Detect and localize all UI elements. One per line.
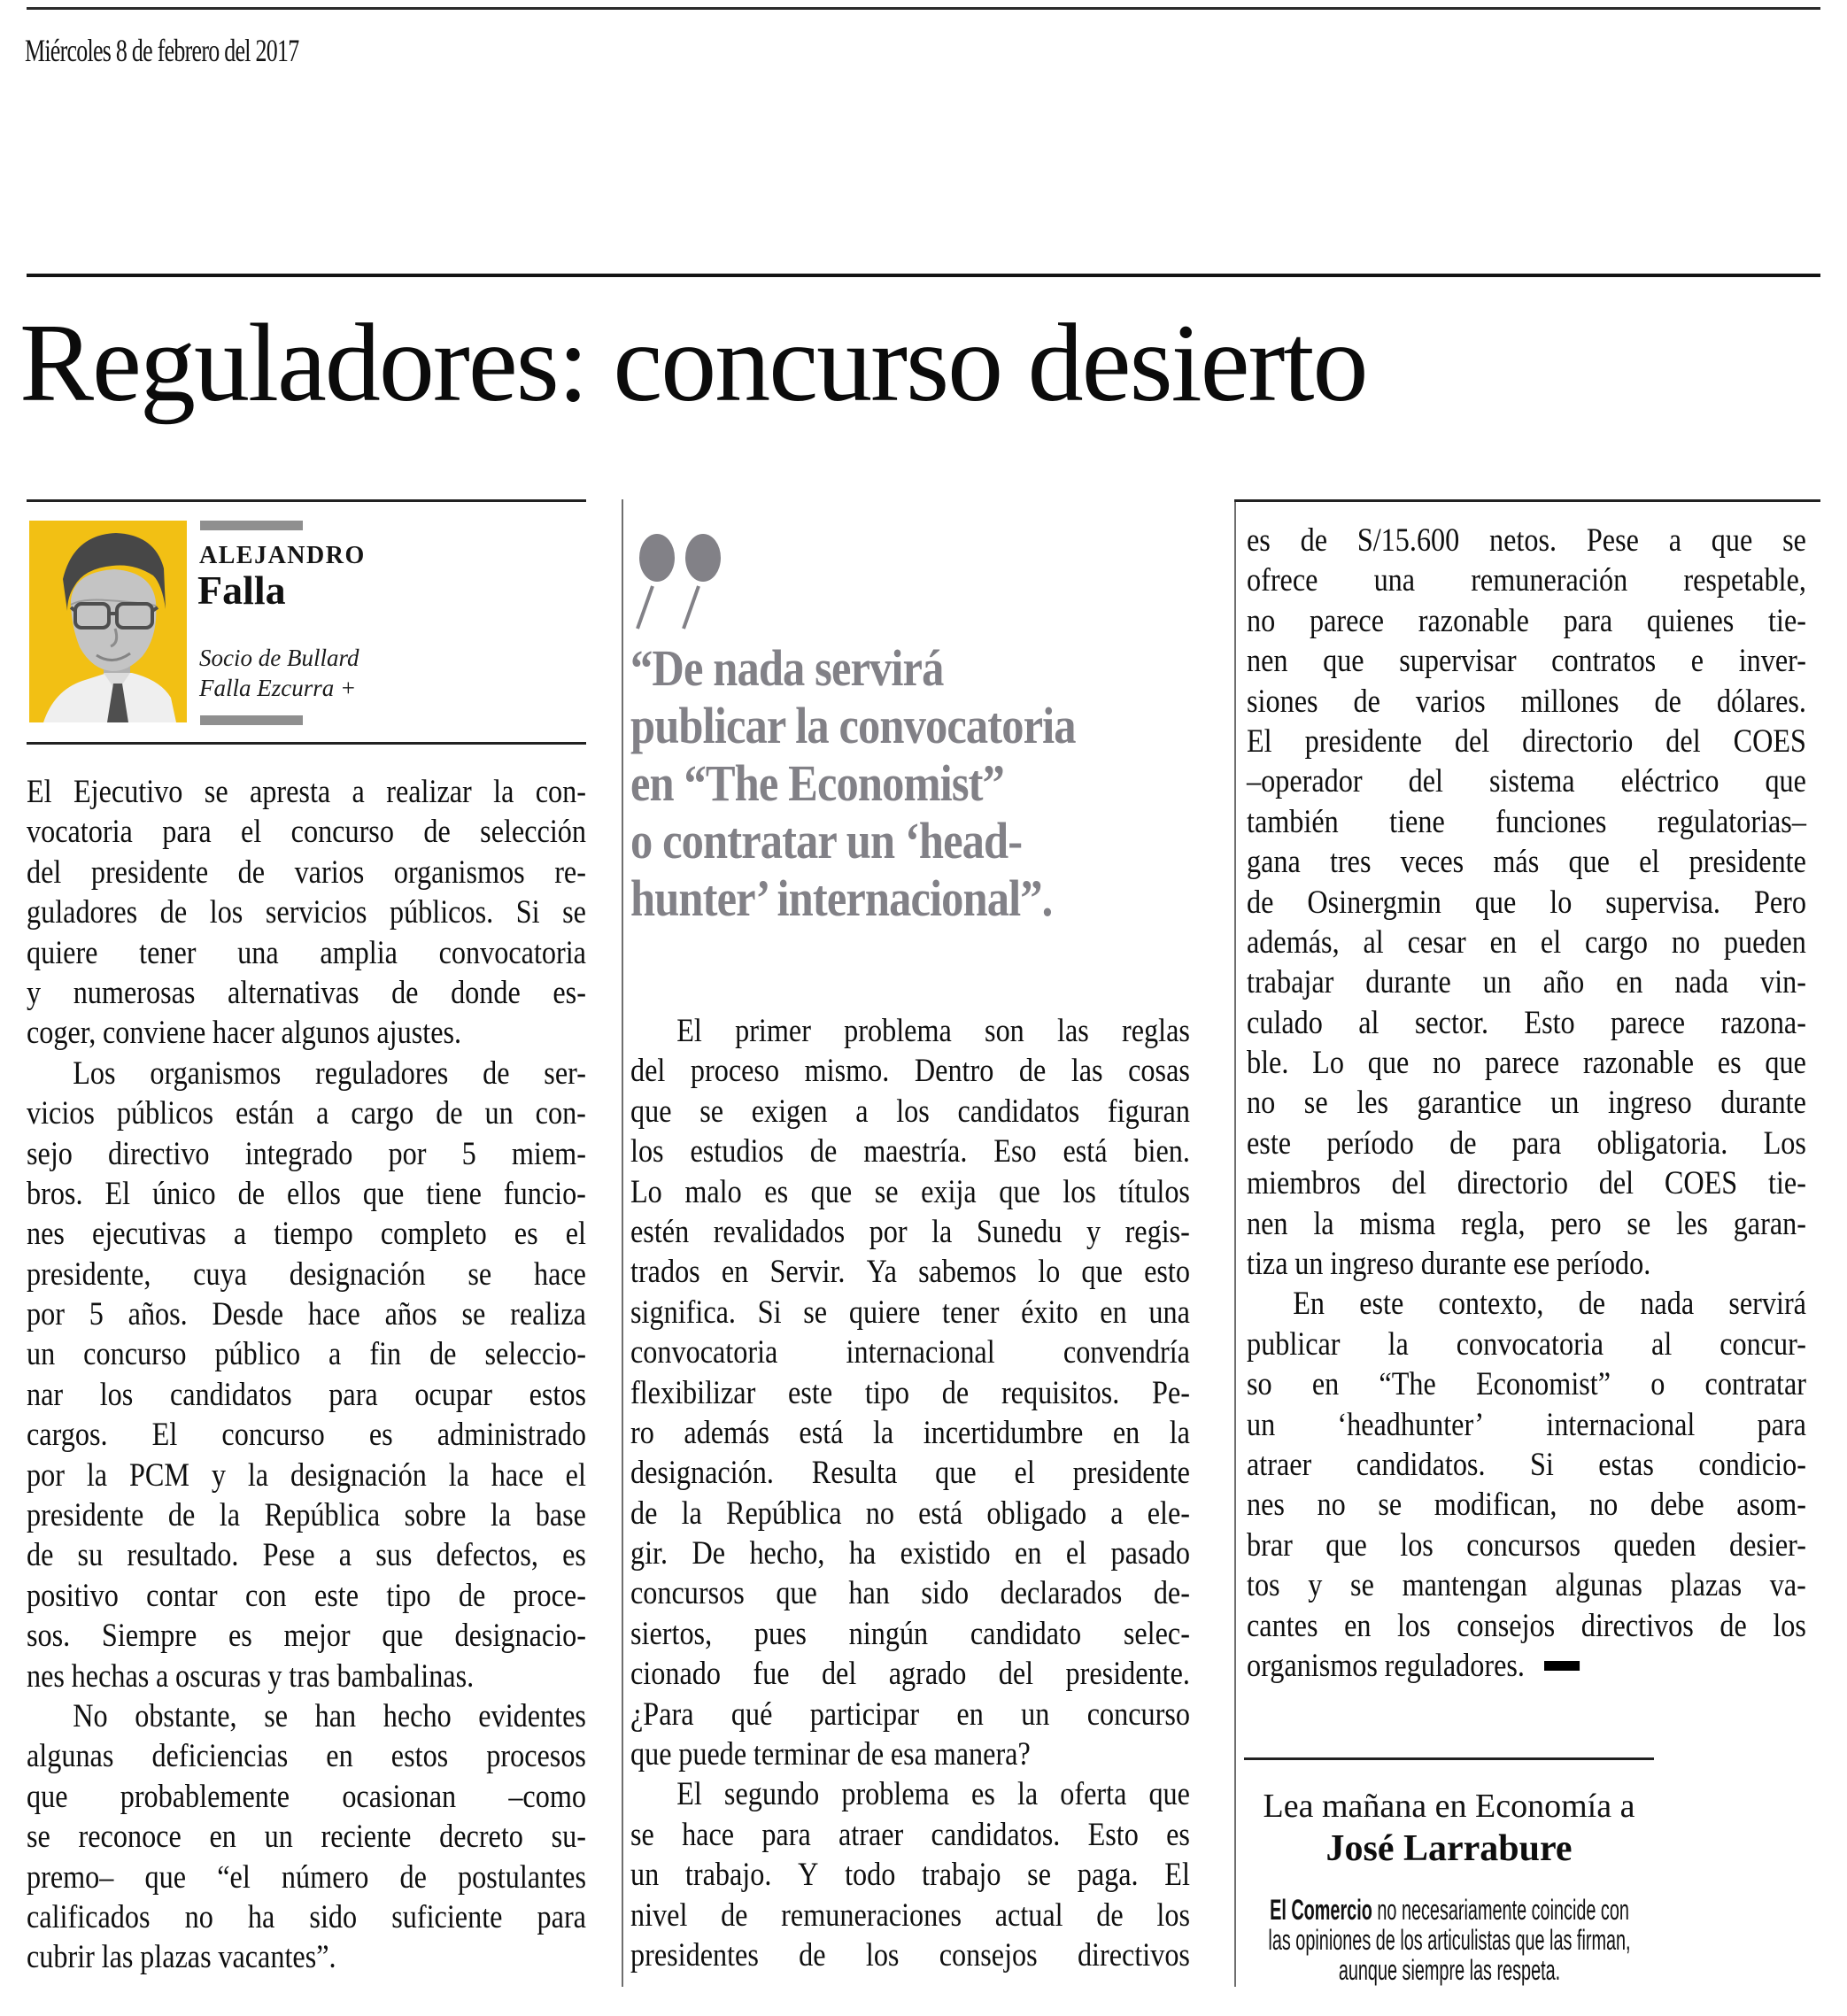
text-line: un trabajo. Y todo trabajo se paga. El (630, 1857, 1190, 1894)
text-line: este período de para obligatoria. Los (1247, 1124, 1806, 1162)
footer-disclaimer (1244, 1895, 1656, 1985)
text-line: por la PCM y la designación la hace el (27, 1456, 586, 1494)
text-line: presidentes de los consejos directivos (630, 1936, 1190, 1974)
text-line: coger, conviene hacer algunos ajustes. (27, 1015, 462, 1052)
text-line: nivel de remuneraciones actual de los (630, 1896, 1190, 1934)
masthead-date: Miércoles 8 de febrero del 2017 (25, 33, 299, 68)
text-line: un concurso público a fin de seleccio- (27, 1336, 586, 1373)
pull-quote-line: publicar la convocatoria (630, 697, 1076, 754)
text-line: presidente, cuya designación se hace (27, 1255, 586, 1293)
text-line: un ‘headhunter’ internacional para (1247, 1406, 1806, 1443)
text-line: del presidente de varios organismos re- (27, 854, 586, 891)
author-bottom-bar (200, 715, 303, 725)
text-line: por 5 años. Desde hace años se realiza (27, 1296, 586, 1333)
text-line: El segundo problema es la oferta que (676, 1776, 1190, 1813)
footer-rule (1244, 1757, 1654, 1760)
author-photo (29, 521, 187, 722)
text-line: El primer problema son las reglas (676, 1013, 1190, 1049)
text-line: Lo malo es que se exija que los títulos (630, 1173, 1190, 1210)
disclaimer-line: aunque siempre las respeta. (1338, 1954, 1561, 1986)
text-line: vicios públicos están a cargo de un con- (27, 1095, 586, 1132)
author-role (199, 643, 359, 703)
text-line: nar los candidatos para ocupar estos (27, 1376, 586, 1413)
text-line: concursos que han sido declarados de- (630, 1575, 1190, 1612)
text-line: trabajar durante un año en nada vin- (1247, 964, 1806, 1001)
article-end-marker (1544, 1661, 1580, 1671)
article-column-1 (27, 772, 586, 1978)
text-line: se reconoce en un reciente decreto su- (27, 1819, 586, 1856)
column3-top-rule (1234, 499, 1820, 502)
text-line: de Osinergmin que lo supervisa. Pero (1247, 884, 1806, 921)
text-line: nen la misma regla, pero se les garan- (1247, 1205, 1806, 1242)
text-line: quiere tener una amplia convocatoria (27, 934, 586, 971)
text-line: gana tres veces más que el presidente (1247, 844, 1806, 881)
pull-quote-line: en “The Economist” (630, 754, 1004, 812)
text-line: no parece razonable para quienes tie- (1247, 602, 1806, 639)
text-line: El Ejecutivo se apresta a realizar la con- (27, 774, 586, 810)
article-column-3 (1247, 521, 1806, 1686)
text-line: nen que supervisar contratos e inver- (1247, 643, 1806, 680)
text-line: y numerosas alternativas de donde es- (27, 974, 586, 1011)
text-line: –operador del sistema eléctrico que (1247, 763, 1806, 800)
column-divider (622, 499, 623, 1987)
text-line: los estudios de maestría. Eso está bien. (630, 1133, 1190, 1170)
text-line: brar que los concursos queden desier- (1247, 1526, 1806, 1564)
pull-quote-line: o contratar un ‘head- (630, 812, 1023, 869)
author-box-bottom-rule (27, 742, 586, 745)
article-column-2 (630, 1011, 1190, 1975)
text-line: cantes en los consejos directivos de los (1247, 1607, 1806, 1644)
text-line: que se exigen a los candidatos figuran (630, 1093, 1190, 1130)
text-line: guladores de los servicios públicos. Si se (27, 894, 586, 931)
text-line: ¿Para qué participar en un concurso (630, 1695, 1190, 1733)
text-line: designación. Resulta que el presidente (630, 1455, 1190, 1492)
text-line: cionado fue del agrado del presidente. (630, 1656, 1190, 1693)
text-line: nes ejecutivas a tiempo completo es el (27, 1216, 586, 1253)
author-last-name: Falla (197, 568, 286, 613)
text-line: no se les garantice un ingreso durante (1247, 1085, 1806, 1122)
text-line: miembros del directorio del COES tie- (1247, 1165, 1806, 1202)
text-line: En este contexto, de nada servirá (1293, 1286, 1806, 1323)
text-line: El presidente del directorio del COES (1247, 722, 1806, 760)
text-line: atraer candidatos. Si estas condicio- (1247, 1446, 1806, 1483)
text-line: también tiene funciones regulatorias– (1247, 803, 1806, 840)
author-role-line: Falla Ezcurra + (199, 675, 357, 701)
disclaimer-line: las opiniones de los articulistas que las firman, (1268, 1924, 1631, 1956)
page-title: Reguladores: concurso desierto (19, 302, 1367, 425)
text-line: de su resultado. Pese a sus defectos, es (27, 1537, 586, 1574)
text-line: bros. El único de ellos que tiene funcio- (27, 1175, 586, 1212)
text-line: gir. De hecho, ha existido en el pasado (630, 1535, 1190, 1572)
pull-quote (630, 639, 1190, 927)
pull-quote-line: hunter’ internacional”. (630, 869, 1053, 927)
top-rule (27, 7, 1820, 10)
text-line: sos. Siempre es mejor que designacio- (27, 1618, 586, 1655)
footer-promo-line: Lea mañana en Economía a (1263, 1788, 1635, 1825)
text-line: cargos. El concurso es administrado (27, 1417, 586, 1454)
text-line: que puede terminar de esa manera? (630, 1736, 1031, 1773)
text-line: No obstante, se han hecho evidentes (73, 1697, 586, 1734)
text-line: nes hechas a oscuras y tras bambalinas. (27, 1657, 475, 1695)
text-line: es de S/15.600 netos. Pese a que se (1247, 522, 1806, 559)
author-top-bar (200, 521, 303, 530)
text-line: Los organismos reguladores de ser- (73, 1054, 586, 1092)
text-line: se hace para atraer candidatos. Esto es (630, 1816, 1190, 1853)
text-line: siertos, pues ningún candidato selec- (630, 1615, 1190, 1652)
text-line: sejo directivo integrado por 5 miem- (27, 1135, 586, 1172)
text-line: significa. Si se quiere tener éxito en una (630, 1294, 1190, 1331)
text-line: premo– que “el número de postulantes (27, 1858, 586, 1896)
text-line: cubrir las plazas vacantes”. (27, 1939, 336, 1976)
text-line: ofrece una remuneración respetable, (1247, 562, 1806, 599)
headline-rule (27, 274, 1820, 277)
text-line: vocatoria para el concurso de selección (27, 814, 586, 851)
text-line: ro además está la incertidumbre en la (630, 1414, 1190, 1451)
text-line: trados en Servir. Ya sabemos lo que esto (630, 1254, 1190, 1291)
disclaimer-brand: El Comercio (1270, 1894, 1372, 1926)
text-line: flexibilizar este tipo de requisitos. Pe- (630, 1374, 1190, 1411)
text-line: nes no se modifican, no debe asom- (1247, 1487, 1806, 1524)
text-line: culado al sector. Esto parece razona- (1247, 1004, 1806, 1041)
text-line: de la República no está obligado a ele- (630, 1495, 1190, 1532)
column-divider (1234, 499, 1236, 1987)
text-line: estén revalidados por la Sunedu y regis- (630, 1213, 1190, 1250)
text-line: del proceso mismo. Dentro de las cosas (630, 1053, 1190, 1090)
text-line: además, al cesar en el cargo no pueden (1247, 923, 1806, 961)
text-line: presidente de la República sobre la base (27, 1497, 586, 1534)
text-line: so en “The Economist” o contratar (1247, 1366, 1806, 1403)
author-role-line: Socio de Bullard (199, 645, 359, 671)
author-first-name: ALEJANDRO (199, 542, 366, 569)
text-line: publicar la convocatoria al concur- (1247, 1325, 1806, 1363)
author-box-top-rule (27, 499, 586, 502)
text-line: algunas deficiencias en estos procesos (27, 1738, 586, 1775)
text-line: organismos reguladores. (1247, 1646, 1806, 1686)
text-line: que probablemente ocasionan –como (27, 1778, 586, 1815)
quotation-marks-icon (634, 531, 726, 630)
text-line: positivo contar con este tipo de proce- (27, 1577, 586, 1614)
text-line: tos y se mantengan algunas plazas va- (1247, 1567, 1806, 1604)
footer-promo-name: José Larrabure (1325, 1828, 1573, 1869)
text-line: siones de varios millones de dólares. (1247, 683, 1806, 720)
disclaimer-line: El Comercio no necesariamente coincide con (1270, 1894, 1629, 1926)
text-line: tiza un ingreso durante ese período. (1247, 1246, 1651, 1283)
text-line: ble. Lo que no parece razonable es que (1247, 1045, 1806, 1082)
text-line: convocatoria internacional convendría (630, 1334, 1190, 1371)
pull-quote-line: “De nada servirá (630, 639, 944, 697)
text-line: calificados no ha sido suficiente para (27, 1898, 586, 1935)
